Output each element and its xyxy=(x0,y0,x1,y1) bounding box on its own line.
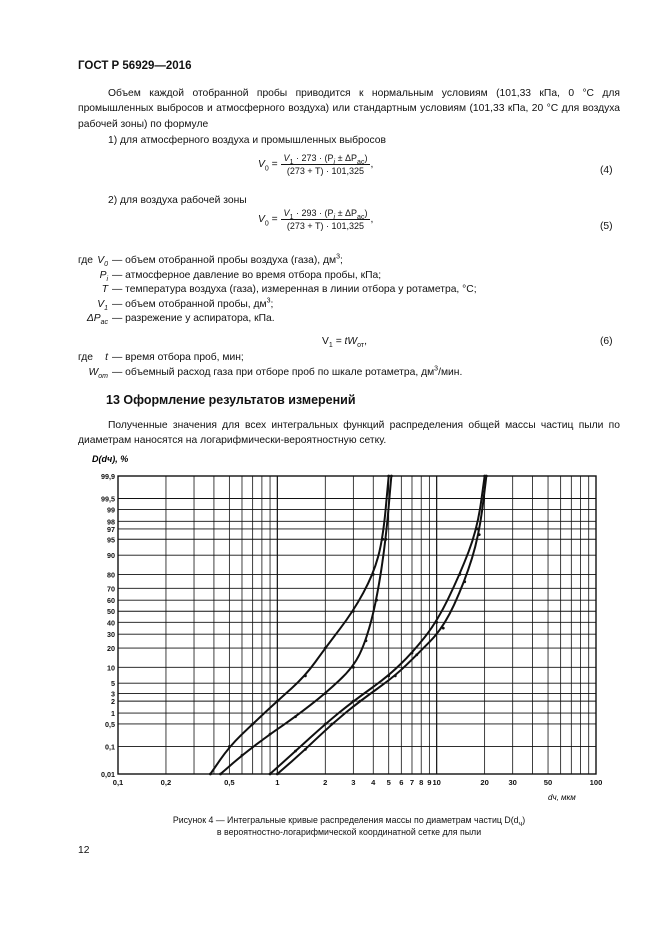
data-point xyxy=(387,475,390,478)
formula-6: $V_1 = tW_{от}$, xyxy=(322,336,367,350)
data-point xyxy=(241,754,244,757)
y-tick-label: 0,5 xyxy=(105,719,115,729)
section-title: 13 Оформление результатов измерений xyxy=(106,393,356,407)
data-point xyxy=(269,733,272,736)
y-tick-label: 99,9 xyxy=(101,472,115,481)
y-axis-label: D(dч), % xyxy=(92,454,129,464)
data-point xyxy=(251,723,254,726)
data-point xyxy=(411,652,414,655)
definition-row: $V_1$ — объем отобранной пробы, $дм^3$; xyxy=(97,297,274,312)
data-point xyxy=(375,599,378,602)
data-point xyxy=(324,647,327,650)
data-point xyxy=(294,750,297,753)
y-tick-label: 30 xyxy=(107,630,115,640)
data-point xyxy=(276,773,279,776)
data-point xyxy=(352,666,355,669)
x-tick-label: 0,2 xyxy=(160,778,172,787)
chart-frame xyxy=(118,476,596,774)
data-point xyxy=(382,538,385,541)
data-point xyxy=(463,580,466,583)
x-axis-label: dч, мкм xyxy=(548,793,576,802)
data-point xyxy=(435,621,438,624)
y-tick-label: 99 xyxy=(107,505,115,515)
variable-definitions xyxy=(56,254,626,327)
definition-row: $V_0$ — объем отобранной пробы воздуха (газа), $дм^3$; xyxy=(97,253,343,269)
y-tick-label: 1 xyxy=(111,709,115,719)
x-tick-label: 0,5 xyxy=(224,778,235,787)
data-point xyxy=(459,573,462,576)
data-point xyxy=(324,692,327,695)
x-tick-label: 100 xyxy=(589,778,603,787)
y-tick-label: 20 xyxy=(107,644,115,654)
list-item-work-zone: 2) для воздуха рабочей зоны xyxy=(108,195,247,206)
data-point xyxy=(304,674,307,677)
data-point xyxy=(485,475,488,478)
x-tick-label: 20 xyxy=(480,778,489,787)
data-point xyxy=(209,773,212,776)
data-point xyxy=(394,674,397,677)
x-tick-label: 0,1 xyxy=(112,778,124,787)
y-tick-label: 98 xyxy=(107,517,115,527)
document-header: ГОСТ Р 56929—2016 xyxy=(78,60,192,72)
data-point xyxy=(294,715,297,718)
intro-paragraph: Объем каждой отобранной пробы приводится к нормальным условиям (101,33 кПа, 0 °С для промышленных выбросов и атмосферного воздуха) или стандартным условиям (101,33 кПа, 20 °С для воздуха рабочей зоны) по формуле xyxy=(78,88,620,130)
data-point xyxy=(330,723,333,726)
figure-caption: Рисунок 4 — Интегральные кривые распределения массы по диаметрам частиц $D(d_ч)$ в вероятностно-логарифмической координатной сетке для пыли xyxy=(172,815,526,837)
x-tick-label: 4 xyxy=(371,778,376,787)
formula-4: $V_0$ = $\frac{V_1 \cdot 273 \cdot (P_i \pm \Delta P_{ас})}{(273 + T) \cdot 101,325}$ , xyxy=(258,153,374,176)
definition-row: $\Delta P_{ас}$ — разрежение у аспиратора, кПа. xyxy=(86,313,275,327)
where-label-2: где xyxy=(78,352,94,363)
y-tick-label: 90 xyxy=(107,551,115,561)
formula-5-number: (5) xyxy=(600,221,613,232)
x-tick-label: 7 xyxy=(409,778,415,787)
x-tick-label: 9 xyxy=(427,778,432,787)
y-tick-label: 40 xyxy=(107,618,115,628)
data-point xyxy=(365,639,368,642)
y-tick-label: 97 xyxy=(107,524,115,534)
data-point xyxy=(384,538,387,541)
data-point xyxy=(390,475,393,478)
probability-chart xyxy=(78,448,618,808)
y-tick-label: 95 xyxy=(107,535,115,545)
definition-row: T — температура воздуха (газа), измеренная в линии отбора у ротаметра, °С; xyxy=(101,284,477,296)
x-tick-label: 10 xyxy=(432,778,441,787)
data-point xyxy=(304,748,307,751)
data-point xyxy=(219,773,222,776)
distribution-curve xyxy=(270,476,485,774)
x-tick-label: 1 xyxy=(275,778,280,787)
chart-curves xyxy=(209,475,488,776)
y-tick-label: 0,1 xyxy=(105,742,115,752)
chart-grid xyxy=(118,476,596,774)
y-tick-label: 80 xyxy=(107,570,115,580)
y-tick-label: 10 xyxy=(107,663,115,673)
x-tick-label: 30 xyxy=(508,778,517,787)
data-point xyxy=(442,627,445,630)
data-point xyxy=(387,674,390,677)
y-tick-label: 5 xyxy=(111,679,115,689)
x-tick-label: 50 xyxy=(543,778,553,787)
variable-definitions-2 xyxy=(56,351,626,380)
chart-ticks xyxy=(101,472,602,787)
definition-row: $W_{от}$ — объемный расход газа при отборе проб по шкале ротаметра, $дм^3$/мин. xyxy=(88,365,463,380)
data-point xyxy=(372,573,375,576)
x-tick-label: 2 xyxy=(323,778,328,787)
x-tick-label: 6 xyxy=(399,778,404,787)
data-point xyxy=(359,700,362,703)
formula-5: $V_0$ = $\frac{V_1 \cdot 293 \cdot (P_i \pm \Delta P_{ас})}{(273 + T) \cdot 101,325}$ , xyxy=(258,208,374,231)
definition-row: $P_i$ — атмосферное давление во время отбора пробы, кПа; xyxy=(99,269,382,283)
y-tick-label: 0,01 xyxy=(101,770,115,779)
data-point xyxy=(415,653,418,656)
data-point xyxy=(352,700,355,703)
y-tick-label: 70 xyxy=(107,584,115,594)
y-tick-label: 2 xyxy=(111,697,115,707)
x-tick-label: 3 xyxy=(351,778,356,787)
data-point xyxy=(228,745,231,748)
x-tick-label: 8 xyxy=(419,778,424,787)
data-point xyxy=(324,723,327,726)
distribution-curve xyxy=(277,476,486,774)
data-point xyxy=(269,773,272,776)
where-label: где xyxy=(78,255,94,266)
y-tick-label: 3 xyxy=(111,689,115,699)
y-tick-label: 99,5 xyxy=(101,494,115,504)
definition-row: t — время отбора проб, мин; xyxy=(105,352,244,363)
list-item-atmospheric: 1) для атмосферного воздуха и промышленных выбросов xyxy=(108,135,386,146)
data-point xyxy=(478,533,481,536)
page-number: 12 xyxy=(78,845,90,856)
section-paragraph: Полученные значения для всех интегральных функций распределения общей массы частиц пыли по диаметрам наносятся на логарифмически-вероятностную сетку. xyxy=(78,420,620,447)
y-tick-label: 50 xyxy=(107,607,115,617)
distribution-curve xyxy=(210,476,388,774)
formula-6-number: (6) xyxy=(600,336,613,347)
formula-4-number: (4) xyxy=(600,165,613,176)
data-point xyxy=(276,700,279,703)
x-tick-label: 5 xyxy=(386,778,391,787)
y-tick-label: 60 xyxy=(107,596,115,606)
data-point xyxy=(352,610,355,613)
